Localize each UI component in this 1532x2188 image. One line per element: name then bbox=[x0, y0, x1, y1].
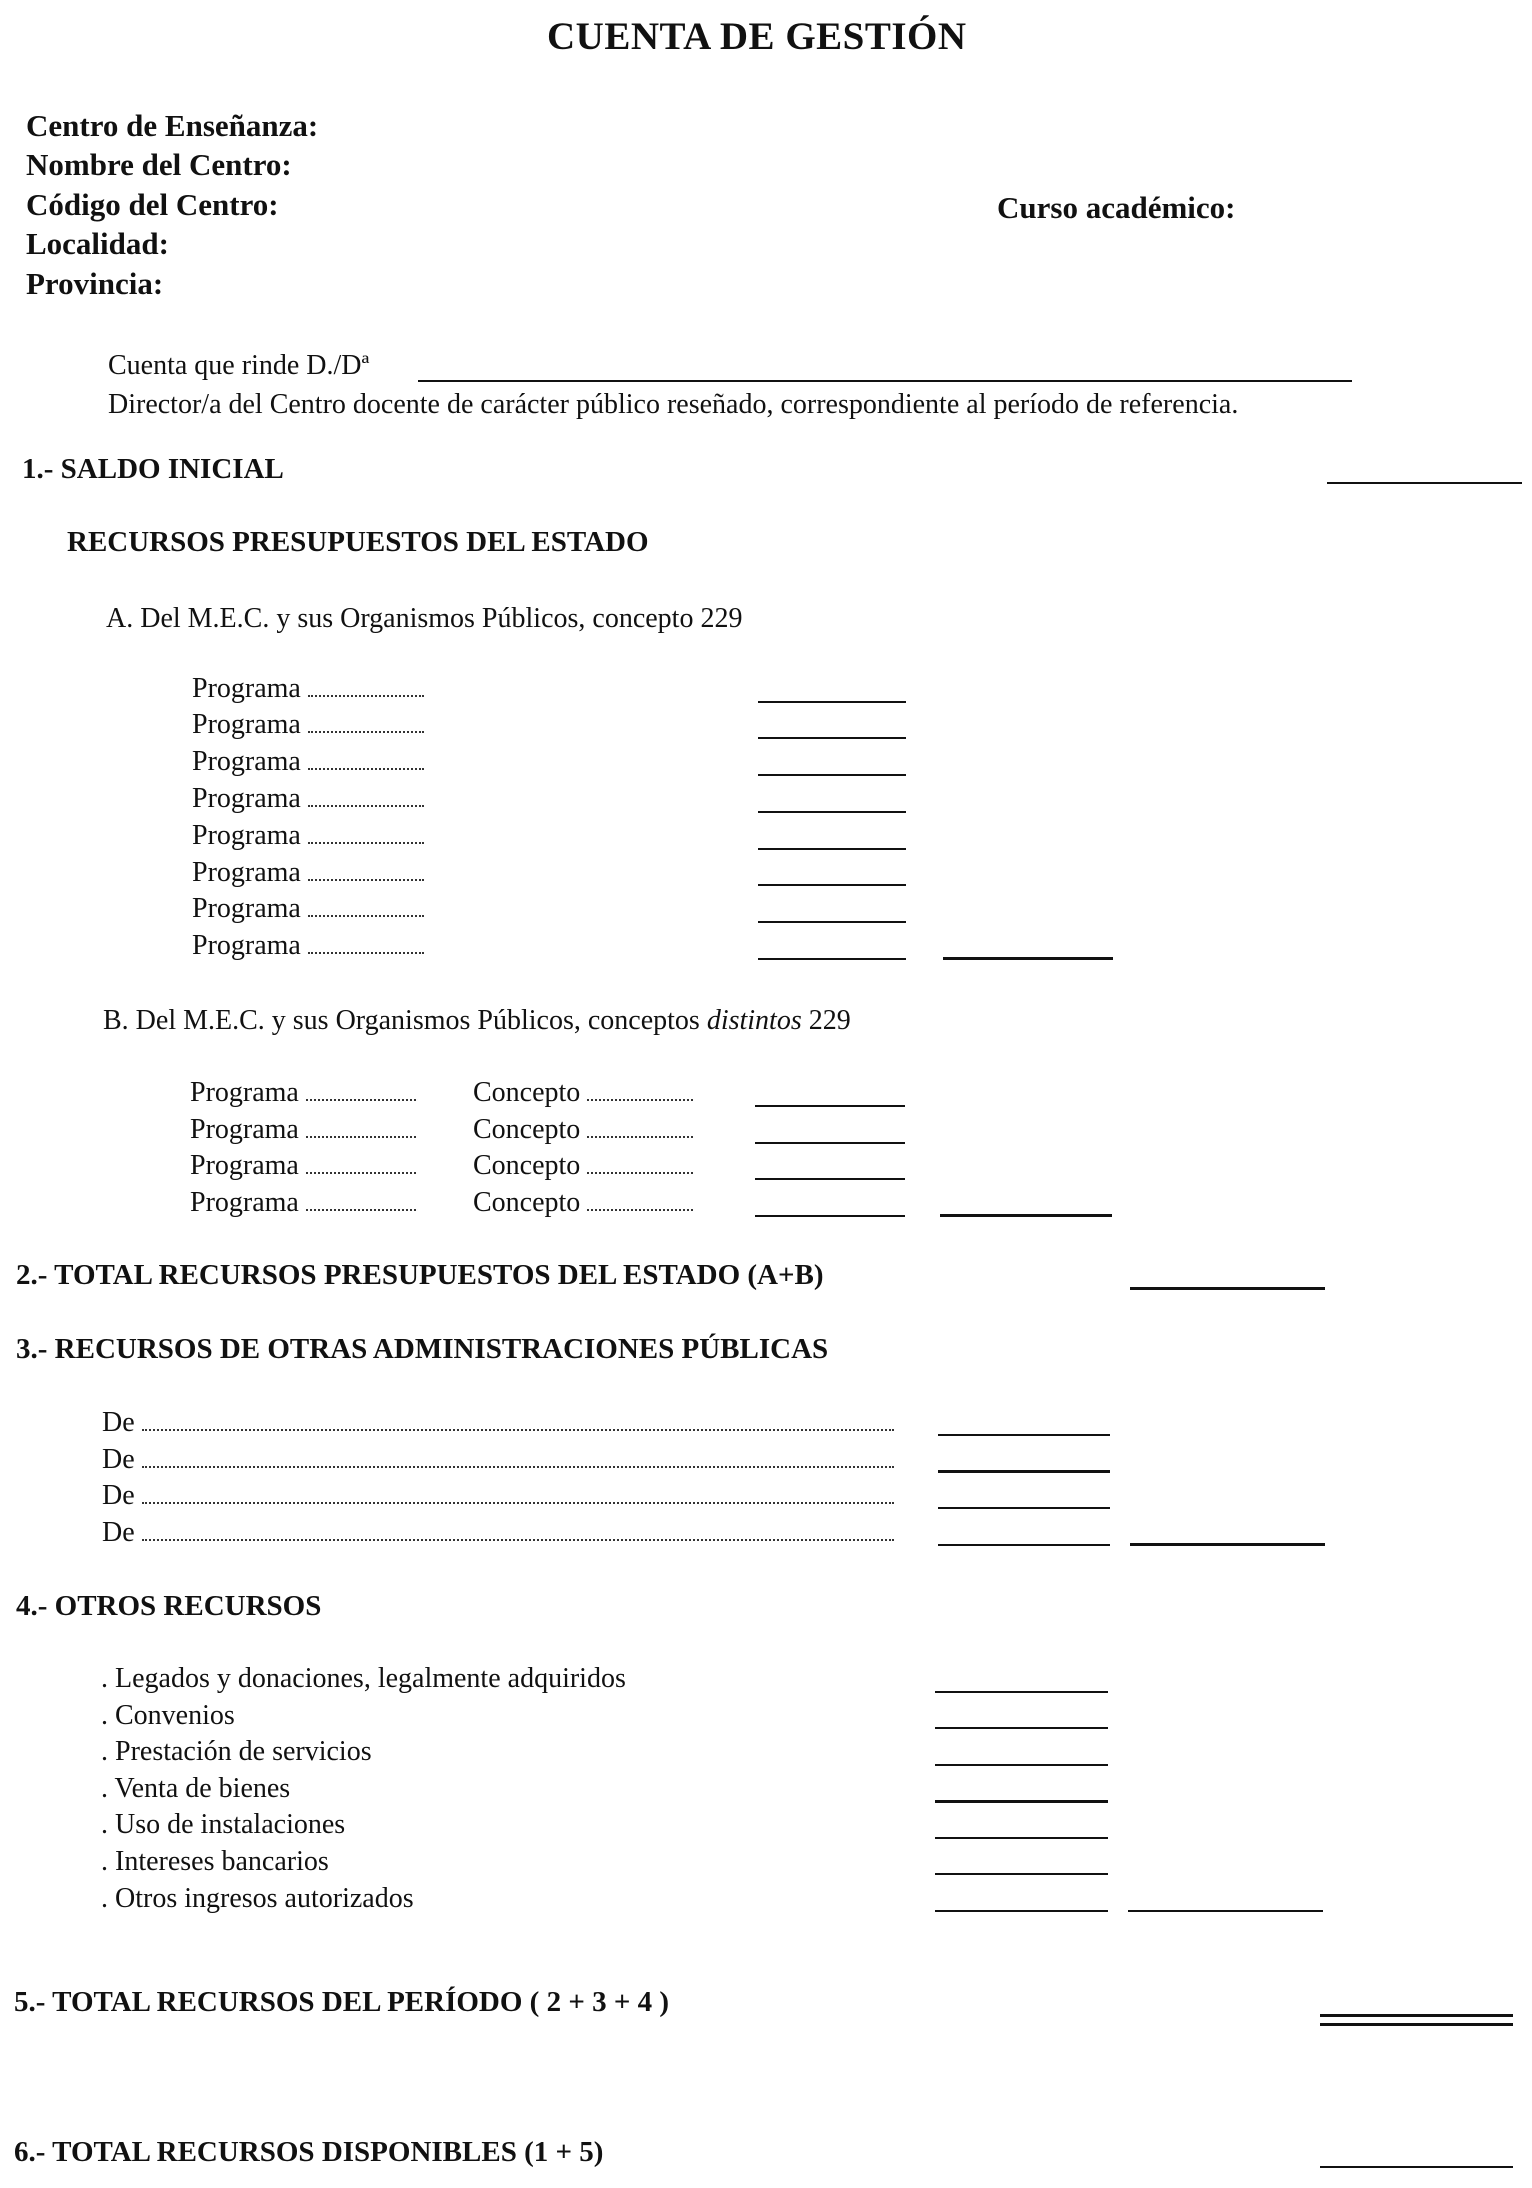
subtotal-a-line bbox=[943, 957, 1113, 960]
de-row bbox=[102, 1407, 894, 1439]
programa-label: Programa bbox=[190, 1150, 299, 1181]
dotted-leader bbox=[142, 1429, 894, 1431]
total-recursos-estado-line bbox=[1130, 1287, 1325, 1290]
programa-row bbox=[192, 893, 424, 925]
nombre-centro-label: Nombre del Centro: bbox=[26, 147, 292, 182]
amount-line bbox=[758, 811, 906, 813]
total-periodo-double-line-top bbox=[1320, 2014, 1513, 2017]
centro-ensenanza-label: Centro de Enseñanza: bbox=[26, 108, 319, 143]
dotted-leader bbox=[308, 879, 424, 881]
dotted-leader bbox=[587, 1099, 693, 1101]
programa-row bbox=[192, 857, 424, 889]
total-recursos-disponibles-heading: 6.- TOTAL RECURSOS DISPONIBLES (1 + 5) bbox=[14, 2136, 604, 2168]
dotted-leader bbox=[587, 1209, 693, 1211]
total-periodo-double-line-bottom bbox=[1320, 2023, 1513, 2026]
programa-label: Programa bbox=[190, 1114, 299, 1145]
subtotal-otras-line bbox=[1130, 1543, 1325, 1546]
amount-line bbox=[755, 1178, 905, 1180]
concepto-cell bbox=[473, 1114, 693, 1146]
amount-line bbox=[935, 1727, 1108, 1729]
de-row bbox=[102, 1480, 894, 1512]
dotted-leader bbox=[142, 1539, 894, 1541]
concepto-cell bbox=[473, 1077, 693, 1109]
programa-row bbox=[192, 673, 424, 705]
programa-row bbox=[192, 783, 424, 815]
amount-line bbox=[758, 701, 906, 703]
concepto-label: Concepto bbox=[473, 1150, 581, 1181]
dotted-leader bbox=[306, 1209, 416, 1211]
amount-line bbox=[935, 1873, 1108, 1875]
programa-label: Programa bbox=[192, 783, 301, 814]
amount-line bbox=[758, 848, 906, 850]
amount-line bbox=[938, 1470, 1110, 1473]
programa-label: Programa bbox=[190, 1077, 299, 1108]
programa-label: Programa bbox=[192, 673, 301, 704]
localidad-label: Localidad: bbox=[26, 226, 169, 261]
list-item: . Uso de instalaciones bbox=[101, 1809, 346, 1840]
curso-academico-label: Curso académico: bbox=[997, 190, 1236, 225]
dotted-leader bbox=[306, 1099, 416, 1101]
section-b-label-text: B. Del M.E.C. y sus Organismos Públicos, conceptos bbox=[103, 1005, 707, 1036]
section-a-label: A. Del M.E.C. y sus Organismos Públicos, concepto 229 bbox=[106, 603, 743, 634]
programa-label: Programa bbox=[192, 893, 301, 924]
recursos-estado-heading: RECURSOS PRESUPUESTOS DEL ESTADO bbox=[67, 526, 649, 558]
programa-row bbox=[192, 709, 424, 741]
subtotal-b-line bbox=[940, 1214, 1112, 1217]
dotted-leader bbox=[308, 842, 424, 844]
director-text: Director/a del Centro docente de carácter público reseñado, correspondiente al período de referencia. bbox=[108, 389, 1239, 420]
concepto-label: Concepto bbox=[473, 1077, 581, 1108]
dotted-leader bbox=[308, 731, 424, 733]
de-label: De bbox=[102, 1480, 135, 1511]
otras-administraciones-heading: 3.- RECURSOS DE OTRAS ADMINISTRACIONES PÚBLICAS bbox=[16, 1333, 829, 1365]
otros-recursos-heading: 4.- OTROS RECURSOS bbox=[16, 1590, 322, 1622]
programa-label: Programa bbox=[192, 930, 301, 961]
section-b-label bbox=[103, 1005, 851, 1037]
subtotal-otros-line bbox=[1128, 1910, 1323, 1912]
codigo-centro-label: Código del Centro: bbox=[26, 187, 279, 222]
de-row bbox=[102, 1517, 894, 1549]
amount-line bbox=[935, 1910, 1108, 1912]
dotted-leader bbox=[306, 1136, 416, 1138]
amount-line bbox=[938, 1507, 1110, 1509]
saldo-inicial-amount-line bbox=[1327, 482, 1522, 484]
de-label: De bbox=[102, 1517, 135, 1548]
list-item: . Intereses bancarios bbox=[101, 1846, 329, 1877]
concepto-label: Concepto bbox=[473, 1187, 581, 1218]
amount-line bbox=[935, 1800, 1108, 1803]
de-label: De bbox=[102, 1407, 135, 1438]
programa-label: Programa bbox=[192, 857, 301, 888]
total-disponibles-line bbox=[1320, 2166, 1513, 2168]
concepto-label: Concepto bbox=[473, 1114, 581, 1145]
total-recursos-estado-heading: 2.- TOTAL RECURSOS PRESUPUESTOS DEL ESTADO (A+B) bbox=[16, 1259, 824, 1291]
amount-line bbox=[938, 1434, 1110, 1436]
amount-line bbox=[758, 921, 906, 923]
section-b-label-emphasis: distintos bbox=[706, 1005, 802, 1036]
dotted-leader bbox=[142, 1466, 894, 1468]
de-label: De bbox=[102, 1444, 135, 1475]
amount-line bbox=[755, 1105, 905, 1107]
dotted-leader bbox=[308, 805, 424, 807]
dotted-leader bbox=[308, 768, 424, 770]
de-row bbox=[102, 1444, 894, 1476]
dotted-leader bbox=[308, 952, 424, 954]
programa-concepto-row bbox=[190, 1150, 416, 1182]
dotted-leader bbox=[587, 1136, 693, 1138]
programa-label: Programa bbox=[190, 1187, 299, 1218]
section-b-label-suffix: 229 bbox=[801, 1005, 851, 1036]
amount-line bbox=[935, 1837, 1108, 1839]
programa-concepto-row bbox=[190, 1114, 416, 1146]
amount-line bbox=[758, 774, 906, 776]
amount-line bbox=[935, 1764, 1108, 1766]
list-item: . Legados y donaciones, legalmente adquiridos bbox=[101, 1663, 626, 1694]
list-item: . Otros ingresos autorizados bbox=[101, 1883, 414, 1914]
cuenta-rinde-label: Cuenta que rinde D./Dª bbox=[108, 350, 370, 381]
amount-line bbox=[938, 1544, 1110, 1546]
cuenta-rinde-field-line bbox=[418, 380, 1352, 382]
programa-row bbox=[192, 820, 424, 852]
dotted-leader bbox=[306, 1172, 416, 1174]
saldo-inicial-heading: 1.- SALDO INICIAL bbox=[22, 453, 284, 485]
amount-line bbox=[758, 958, 906, 960]
dotted-leader bbox=[308, 915, 424, 917]
programa-row bbox=[192, 746, 424, 778]
amount-line bbox=[755, 1142, 905, 1144]
amount-line bbox=[755, 1215, 905, 1217]
programa-concepto-row bbox=[190, 1077, 416, 1109]
dotted-leader bbox=[587, 1172, 693, 1174]
programa-label: Programa bbox=[192, 709, 301, 740]
list-item: . Prestación de servicios bbox=[101, 1736, 372, 1767]
page-title: CUENTA DE GESTIÓN bbox=[547, 15, 967, 58]
list-item: . Convenios bbox=[101, 1700, 235, 1731]
programa-label: Programa bbox=[192, 746, 301, 777]
dotted-leader bbox=[308, 695, 424, 697]
list-item: . Venta de bienes bbox=[101, 1773, 291, 1804]
total-recursos-periodo-heading: 5.- TOTAL RECURSOS DEL PERÍODO ( 2 + 3 + 4 ) bbox=[14, 1986, 670, 2018]
programa-label: Programa bbox=[192, 820, 301, 851]
programa-concepto-row bbox=[190, 1187, 416, 1219]
provincia-label: Provincia: bbox=[26, 266, 164, 301]
dotted-leader bbox=[142, 1502, 894, 1504]
concepto-cell bbox=[473, 1150, 693, 1182]
amount-line bbox=[758, 884, 906, 886]
amount-line bbox=[935, 1691, 1108, 1693]
programa-row bbox=[192, 930, 424, 962]
amount-line bbox=[758, 737, 906, 739]
concepto-cell bbox=[473, 1187, 693, 1219]
